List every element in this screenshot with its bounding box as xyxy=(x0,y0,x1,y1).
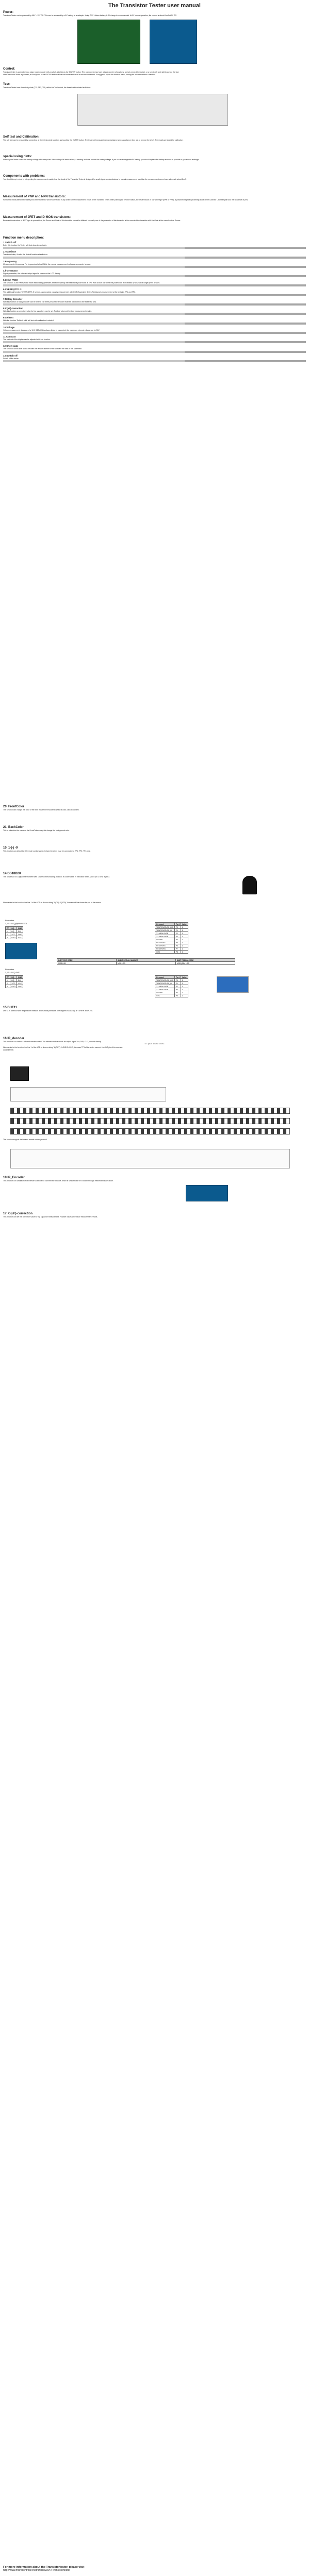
functions-section xyxy=(0,235,309,363)
table-cell: T1-MEM-BYTE xyxy=(155,932,175,935)
ds18b20-note-text: When enter in the function, the line 1 of the LCD is show a string '1-(DQ)-3 (VDD)', the second line shows the pin of the sensor. xyxy=(3,902,102,904)
table-row xyxy=(6,985,23,988)
table-cell: CRC xyxy=(155,994,175,997)
control-heading: Control: xyxy=(3,67,15,71)
dht11-section xyxy=(0,1005,309,1012)
irencoder-text: This function is a simulator of IR Remote Controller. It can emit the IR code, which is similar to the IR Encoder through infrared emission diode. xyxy=(3,1180,113,1182)
table-cell: P6 xyxy=(174,944,181,947)
table-cell: 1 xyxy=(181,991,188,994)
table-cell: P1 xyxy=(174,982,181,985)
table-header-cell: GND xyxy=(17,976,23,979)
bjt-text: For normal measurement the three pins of the transistor will be connected in any order to the measurement inputs of the Transistor Tester. After pushing the ENTER button, the Tester shows in row 1 the type (NPN or PNP), a possible integrated protecting diode of the Collector – Emitter path and the sequence of pins. xyxy=(3,199,249,201)
memory-map-table-dht11 xyxy=(155,975,188,997)
selftest-heading: Self test and Calibration: xyxy=(3,135,40,139)
table-cell: 1 xyxy=(181,982,188,985)
table-cell: CONFIG xyxy=(155,991,175,994)
table-cell: 3 xyxy=(6,985,10,988)
function-item-heading: 1.Switch off xyxy=(3,241,17,244)
function-item-divider xyxy=(3,294,306,296)
table-cell: VCC xyxy=(17,936,23,939)
table-cell: RESERVED xyxy=(155,944,175,947)
table-cell: VCC xyxy=(10,933,17,936)
irdecoder-note: When enter in the function, the line 1 of the LCD is show a string '1-(OUT) 2=GND 3=VCC', it's mean TP1 of the tester connect the OUT pin of the receiver. xyxy=(3,1046,123,1048)
backcolor-text: This is a function the same as the FrontColor except it's change the background color. xyxy=(3,829,70,832)
table-cell: GND xyxy=(10,985,17,988)
table-cell: DQ xyxy=(17,930,23,933)
components-section xyxy=(0,173,309,181)
table-cell: GND xyxy=(10,936,17,939)
ir-heading: 10. 1-(-) -9 xyxy=(3,846,18,850)
table-cell: TEMPERATURE_H xyxy=(155,982,175,985)
function-item-divider xyxy=(3,247,306,249)
table-row xyxy=(57,962,235,965)
pin-table-ds18b20 xyxy=(5,926,23,939)
tbl1-title: Pin number xyxy=(5,920,14,922)
table-cell: CRC xyxy=(155,951,175,954)
control-text-1: Transistor tester is controlled by a rotary pulse encoder with a switch, labelled as the 'ENTER' button. This component may have a large number of positions, a short press of the switch, or a turn to left and right to control the test. xyxy=(3,71,180,73)
fet-heading: Measurement of JFET and D-MOS transistors: xyxy=(3,216,71,219)
function-item-text: Measurement of frequency. For frequencies below 25kHz the normal measurement by frequency counter is used. xyxy=(3,263,91,265)
function-item-text: Transistor tester, it's also the default function at switch on. xyxy=(3,253,48,256)
table-cell: 1 xyxy=(181,985,188,988)
table-cell: TEMPERATURE_H xyxy=(155,929,175,932)
ir-waveform-1 xyxy=(10,1108,290,1114)
table-header-cell: DQ xyxy=(10,927,17,930)
function-item-heading: 4.f-Generator xyxy=(3,269,18,272)
ir-waveform-2 xyxy=(10,1118,290,1124)
components-heading: Components with problems: xyxy=(3,175,45,178)
frontcolor-section xyxy=(0,804,309,811)
table-cell: 1 xyxy=(6,979,10,982)
ccorrection-text: This function can set the correction value for big capacitor measurement, Positive values will reduce measurement results. xyxy=(3,1216,98,1218)
ir-text: This function can detect the IR remote control signal. Infrared receiver must be connected to TP1, TP2, TP3 pins. xyxy=(3,850,91,852)
ds18b20-text: The DS18B20 is a Digital Thermometer with 1-Wire communicating protocol. Its code will be in Transistor tester, Vcc is pin 1 GND is pin 3. xyxy=(3,876,110,878)
irdecoder-code: 1= (OUT 2=GND 3=VCC xyxy=(144,1043,165,1046)
table-cell: 1 xyxy=(181,932,188,935)
table-header-cell: 8-BIT CRC CODE xyxy=(57,959,117,962)
table-header-cell: Keyword xyxy=(155,923,175,926)
table-cell: TEMPERATURE_L05 xyxy=(155,926,175,929)
fet-section xyxy=(0,214,309,222)
ds18b20-heading: 14.DS18B20 xyxy=(3,872,21,875)
special-text: Normally the Tester shows the battery voltage with every start. If the voltage fall below a limit, a warning is shown behind the battery voltage. If you use a rechargeable 9V battery, you should replace the battery as soon as possible or you should recharge. xyxy=(3,159,200,161)
function-item-heading: 6.C+ESR@TP1:3 xyxy=(3,288,22,291)
function-item-heading: 10.Voltage xyxy=(3,326,15,329)
table-cell: MSB LSB xyxy=(57,962,117,965)
special-section xyxy=(0,154,309,161)
function-item-divider xyxy=(3,313,306,315)
ds18b20-lcd-image xyxy=(5,943,37,959)
backcolor-heading: 21. BackColor xyxy=(3,826,24,829)
table-cell: T1-MEM-BYTE xyxy=(155,985,175,988)
memory-map-table-ds18b20 xyxy=(155,922,188,954)
function-item-divider xyxy=(3,266,306,268)
table-cell: RESERVED xyxy=(155,947,175,951)
ir-protocol-diagram xyxy=(10,1087,166,1101)
ir-waveform-3 xyxy=(10,1128,290,1134)
table-cell: P0 xyxy=(174,979,181,982)
function-item-divider xyxy=(3,284,306,286)
table-row xyxy=(155,994,188,997)
function-item-heading: 9.Selftest xyxy=(3,316,14,319)
table-cell: P3 xyxy=(174,935,181,938)
irdecoder-protocols xyxy=(0,1139,309,1141)
irdecoder-list-head: Look like this: xyxy=(3,1048,14,1051)
pin-table-dht11 xyxy=(5,975,23,988)
table-cell: 1 xyxy=(181,929,188,932)
table-header-cell: Port xyxy=(174,976,181,979)
frontcolor-text: The function can change the color of the font. Rotate the encoder to select a color, click to confirm. xyxy=(3,809,79,811)
function-item-heading: 5.10-bit PWM xyxy=(3,279,18,282)
table-cell: 1 xyxy=(181,994,188,997)
control-section xyxy=(0,66,309,77)
function-item-text: With this function a correction value for big capacitors can be set. Positive values will reduce measurement results. xyxy=(3,310,92,313)
table-cell: GND xyxy=(17,985,23,988)
function-item-heading: 12.Show data xyxy=(3,345,18,348)
table-header-cell: TP xyxy=(6,976,10,979)
function-item-text: The additional function 'C+ESR@TP1:3' selects a stand-alone capacity measurement with ESR (Equivalent Series Resistance) measurement at the test pins TP1 and TP3. xyxy=(3,291,136,294)
rom-code-table xyxy=(57,958,235,965)
table-header-cell: GND xyxy=(17,927,23,930)
ir-receiver-image xyxy=(10,1066,29,1081)
footer-link[interactable]: http://www.mikrocontroller.net/articles/AVR-Transistortester xyxy=(3,2569,71,2572)
table-cell: CONFIG xyxy=(155,938,175,941)
function-item-divider xyxy=(3,341,306,343)
table-cell: DQ xyxy=(10,979,17,982)
title-section xyxy=(0,1,309,10)
table-cell: 1 xyxy=(181,988,188,991)
test-section xyxy=(0,81,309,89)
function-item-text: The function 'Show data' shows besides the version number of the software the data of the calibration. xyxy=(3,348,83,350)
table-cell: P3 xyxy=(174,988,181,991)
table-cell: P7 xyxy=(174,947,181,951)
table-cell: P2 xyxy=(174,932,181,935)
table-cell: T2-MEM-BYTE xyxy=(155,935,175,938)
test-heading: Test: xyxy=(3,83,10,86)
tbl3-subtitle: 1,2,3 = 1-DQ-DHT1 xyxy=(5,972,21,974)
table-cell: MSB LSB xyxy=(117,962,176,965)
function-item-divider xyxy=(3,332,306,334)
table-cell: P1 xyxy=(174,929,181,932)
bjt-section xyxy=(0,194,309,201)
table-cell: MSB (28h) LSB xyxy=(176,962,235,965)
tbl3-title: Pin number xyxy=(5,969,14,971)
table-cell: DQ xyxy=(10,930,17,933)
table-cell: 1 xyxy=(181,947,188,951)
table-cell: 1 xyxy=(181,938,188,941)
function-item-heading: 13.Switch off xyxy=(3,354,18,357)
table-header-cell: DQ xyxy=(10,976,17,979)
function-list xyxy=(0,241,309,362)
table-cell: VCC xyxy=(10,982,17,985)
table-cell: 3 xyxy=(6,936,10,939)
function-item-heading: 11.Contrast xyxy=(3,335,16,338)
table-cell: 1 xyxy=(181,941,188,944)
power-text: Transistor Tester can be powered by 6.8V – 12V DC. This can be achieved by a 9V battery or an adapter. Using 7.2V Lithium battery, 6.8V charge is recommended. At 9V normal operation, the current is about 40mA at 9V DC. xyxy=(3,14,177,16)
function-item-text: With this function a rotary encoder can be tested. The three pins of the encoder must be connected to the three test pins. xyxy=(3,300,97,303)
page-title: The Transistor Tester user manual xyxy=(108,3,201,9)
function-item-heading: 3.Frequency xyxy=(3,260,17,263)
irdecoder-section xyxy=(0,1036,309,1052)
function-item-divider xyxy=(3,323,306,325)
fet-text: Because the structure of JFET type is symmetrical, the Source and Drain of this transistor cannot be differed. Normally one of the parameter of this transistor is the current of the transistor with the Gate at the same level as Source. xyxy=(3,219,181,222)
function-item-text: Signal generation, the selected output signal is shown on the LCD display. xyxy=(3,272,61,275)
power-section xyxy=(0,9,309,17)
function-item-text: With the function 'Selftest' a full self test with calibration is started. xyxy=(3,319,54,322)
table-header-cell: Keyword xyxy=(155,976,175,979)
table-cell: 1 xyxy=(6,930,10,933)
selftest-section xyxy=(0,134,309,142)
components-text: You should keep in mind by interpreting the measurement results, that the circuit of the Transistor Tester is designed for small signal semiconductors. In normal measurement condition the measurement current can only reach about 6 mA. xyxy=(3,178,187,180)
control-text-2: After Transistor Tester is powered, a short press of the ENTER switch will cause the tester to start a new measurement. A long press opens the function menu, turning the encoder selects a function. xyxy=(3,74,156,76)
table-cell: 1 xyxy=(181,951,188,954)
table-cell: 2 xyxy=(6,933,10,936)
function-item-text: The contrast of the display can be adjusted with this function. xyxy=(3,338,51,341)
irencoder-section xyxy=(0,1175,309,1182)
table-cell: VCC xyxy=(17,982,23,985)
table-row xyxy=(6,936,23,939)
selftest-text: The self test can be prepared by connecting all three test points together and pushing the ENTER button. The tester will measure internal resistance and capacitance, then ask to remove the short. The results are stored for calibration. xyxy=(3,139,184,141)
table-cell: 2 xyxy=(6,982,10,985)
pcb-board-image xyxy=(77,20,140,64)
function-item-heading: 8.C(μF)-correction xyxy=(3,307,24,310)
function-item-divider xyxy=(3,351,306,353)
table-header-cell: 8-BIT FAMILY CODE xyxy=(176,959,235,962)
backcolor-section xyxy=(0,824,309,832)
footer-line-1: For more information about the Transistortester, please visit xyxy=(3,2566,85,2569)
table-cell: 1 xyxy=(181,935,188,938)
footer xyxy=(3,2566,84,2572)
dht11-heading: 15.DHT11 xyxy=(3,1006,18,1009)
ir-section xyxy=(0,845,309,853)
irdecoder-heading: 16.IR_decoder xyxy=(3,1037,25,1040)
irdecoder-text: This function is to detect a infrared remote control. The infrared module needs an output signal Vs, GND, OUT, connect directly. xyxy=(3,1041,102,1043)
irdecoder-protocols-text: The function support the infrared remote control protocol. xyxy=(3,1139,47,1141)
table-cell: 1 xyxy=(181,926,188,929)
function-item-heading: 2.Transistor xyxy=(3,250,17,253)
table-header-cell: Value xyxy=(181,976,188,979)
table-row xyxy=(155,951,188,954)
lcd-display-image xyxy=(150,20,197,64)
table-cell: P0 xyxy=(174,926,181,929)
table-cell: 1 xyxy=(181,979,188,982)
table-cell: TEMPERATURE_L05 xyxy=(155,979,175,982)
test-socket-image xyxy=(77,94,228,126)
table-cell: DQ xyxy=(17,979,23,982)
power-heading: Power: xyxy=(3,11,14,14)
table-header-cell: TP xyxy=(6,927,10,930)
ccorrection-heading: 17. C(uF)-correction xyxy=(3,1212,33,1215)
dht11-text: DHT11 is a sensor with temperature measure and humidity measure. The degree of accuracy is +-5%RH and +-2°C. xyxy=(3,1010,93,1012)
table-cell: P4 xyxy=(174,991,181,994)
table-cell: P5 xyxy=(174,941,181,944)
ds18b20-section xyxy=(0,871,309,878)
ds18b20-note xyxy=(0,902,309,904)
table-header-cell: 48-BIT SERIAL NUMBER xyxy=(117,959,176,962)
table-cell: 1 xyxy=(181,944,188,947)
function-item-heading: 7.Rotary Encoder xyxy=(3,297,23,300)
function-item-text: Enter this function the Tester will shut down immediately. xyxy=(3,244,47,246)
table-cell: RESERVED xyxy=(155,941,175,944)
ds18b20-sensor-image xyxy=(242,876,257,894)
frontcolor-heading: 20. FrontColor xyxy=(3,805,25,808)
table-cell: P4 xyxy=(174,938,181,941)
irencoder-heading: 18.IR_Encoder xyxy=(3,1176,25,1179)
table-cell: P2 xyxy=(174,985,181,988)
table-header-cell: Port xyxy=(174,923,181,926)
table-cell: P5 xyxy=(174,994,181,997)
table-cell: P8 xyxy=(174,951,181,954)
function-item-text: Switch off the tester. xyxy=(3,357,19,360)
function-item-text: Voltage measurement, because of a 10:1 (180k:20k) voltage divider is connected, the maximum external voltage can be 50V. xyxy=(3,329,100,331)
tbl1-subtitle: 1,2,3 = 1-DQ(8)PRMREG06 xyxy=(5,923,27,925)
table-cell: GND xyxy=(17,933,23,936)
table-cell: T2-MEM-BYTE xyxy=(155,988,175,991)
table-header-cell: Value xyxy=(181,923,188,926)
function-item-text: The function '10-bit PWM' (Pulse Width Modulation) generates a fixed frequency with selectable pulse width at TP2. With a short key press the pulse width is increased by 1%, with a longer press by 10%. xyxy=(3,282,160,284)
function-item-divider xyxy=(3,257,306,259)
ccorrection-section xyxy=(0,1211,309,1218)
dht11-sensor-image xyxy=(217,976,249,993)
bjt-heading: Measurement of PNP and NPN transistors: xyxy=(3,195,66,198)
irencoder-lcd-image xyxy=(186,1185,228,1201)
test-text: Transistor Tester have three test points (TP1,TP2,TP3), within the Tool socket, the three is abbreviated as follows. xyxy=(3,87,91,89)
functions-heading: Function menu description: xyxy=(3,236,44,240)
special-heading: special using hints: xyxy=(3,155,32,158)
ir-timing-diagram xyxy=(10,1149,290,1168)
